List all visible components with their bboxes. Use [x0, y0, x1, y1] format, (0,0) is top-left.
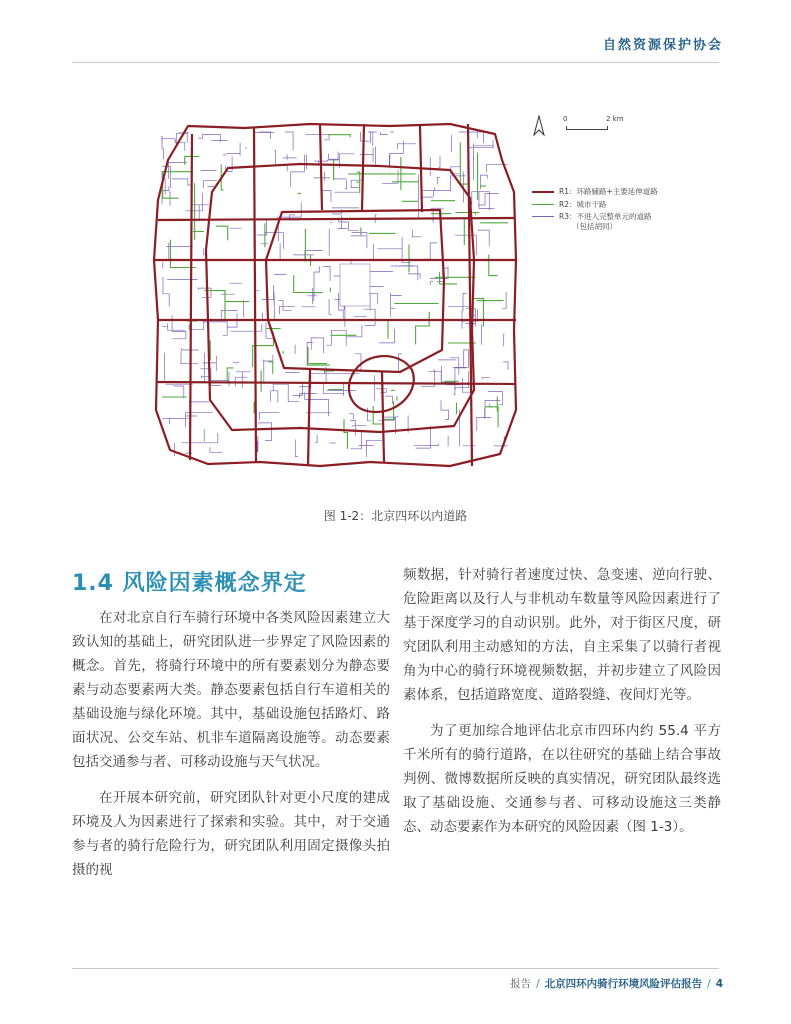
north-arrow-icon [532, 115, 546, 137]
map-legend [532, 115, 722, 235]
central-block [340, 264, 370, 306]
page-number: 4 [715, 978, 723, 990]
header-organization: 自然资源保护协会 [602, 38, 723, 53]
footer-section: 报告 [510, 978, 532, 990]
legend-swatch-r2 [532, 204, 554, 205]
scale-zero-label: 0 [563, 115, 568, 123]
legend-swatch-r1 [532, 191, 554, 193]
legend-label-r3-note: （包括胡同） [572, 222, 617, 231]
scale-max-label: 2 km [606, 115, 624, 123]
scale-bar [558, 115, 648, 137]
road-map-figure [150, 120, 522, 472]
paragraph-left-2: 在开展本研究前，研究团队针对更小尺度的建成环境及人为因素进行了探索和实验。其中，对于交通参与者的骑行危险行为，研究团队利用固定摄像头拍摄的视 [72, 790, 390, 878]
r1-roads [154, 124, 516, 466]
left-column [72, 606, 390, 882]
legend-label-r3: R3：不进入完整单元的道路 [559, 212, 652, 221]
section-title: 1.4 风险因素概念界定 [72, 571, 307, 596]
r2-roads [162, 135, 508, 449]
right-column [403, 563, 721, 839]
road-map [150, 120, 522, 472]
paragraph-left-1: 在对北京自行车骑行环境中各类风险因素建立大致认知的基础上，研究团队进一步界定了风险因素的概念。首先，将骑行环境中的所有要素划分为静态要素与动态要素两大类。静态要素包括自行车道相关的基础设施与绿化环境。其中，基础设施包括路灯、路面状况、公交车站、机非车道隔离设施等。动态要素包括交通参与者、可移动设施与天气状况。 [72, 610, 390, 770]
paragraph-right-2: 为了更加综合地评估北京市四环内约 55.4 平方千米所有的骑行道路，在以往研究的基础上结合事故判例、微博数据所反映的真实情况，研究团队最终选取了基础设施、交通参与者、可移动设施这三类静态、动态要素作为本研究的风险因素（图 1-3）。 [403, 723, 721, 835]
footer-report-title: 北京四环内骑行环境风险评估报告 [544, 978, 703, 990]
figure-caption: 图 1-2：北京四环以内道路 [323, 509, 468, 523]
legend-swatch-r3 [532, 216, 554, 217]
page-footer: 报告 / 北京四环内骑行环境风险评估报告 / 4 [510, 978, 723, 990]
scale-bar-line [566, 126, 608, 130]
paragraph-right-1: 频数据，针对骑行者速度过快、急变速、逆向行驶、危险距离以及行人与非机动车数量等风险因素进行了基于深度学习的自动识别。此外，对于街区尺度，研究团队利用主动感知的方法，自主采集了以骑行者视角为中心的骑行环境视频数据，并初步建立了风险因素体系，包括道路宽度、道路裂缝、夜间灯光等。 [403, 567, 721, 703]
legend-label-r2: R2：城市干路 [559, 200, 607, 209]
header-divider [72, 62, 719, 63]
legend-label-r1: R1：环路辅路+主要延伸道路 [559, 187, 658, 196]
footer-divider [72, 968, 719, 969]
